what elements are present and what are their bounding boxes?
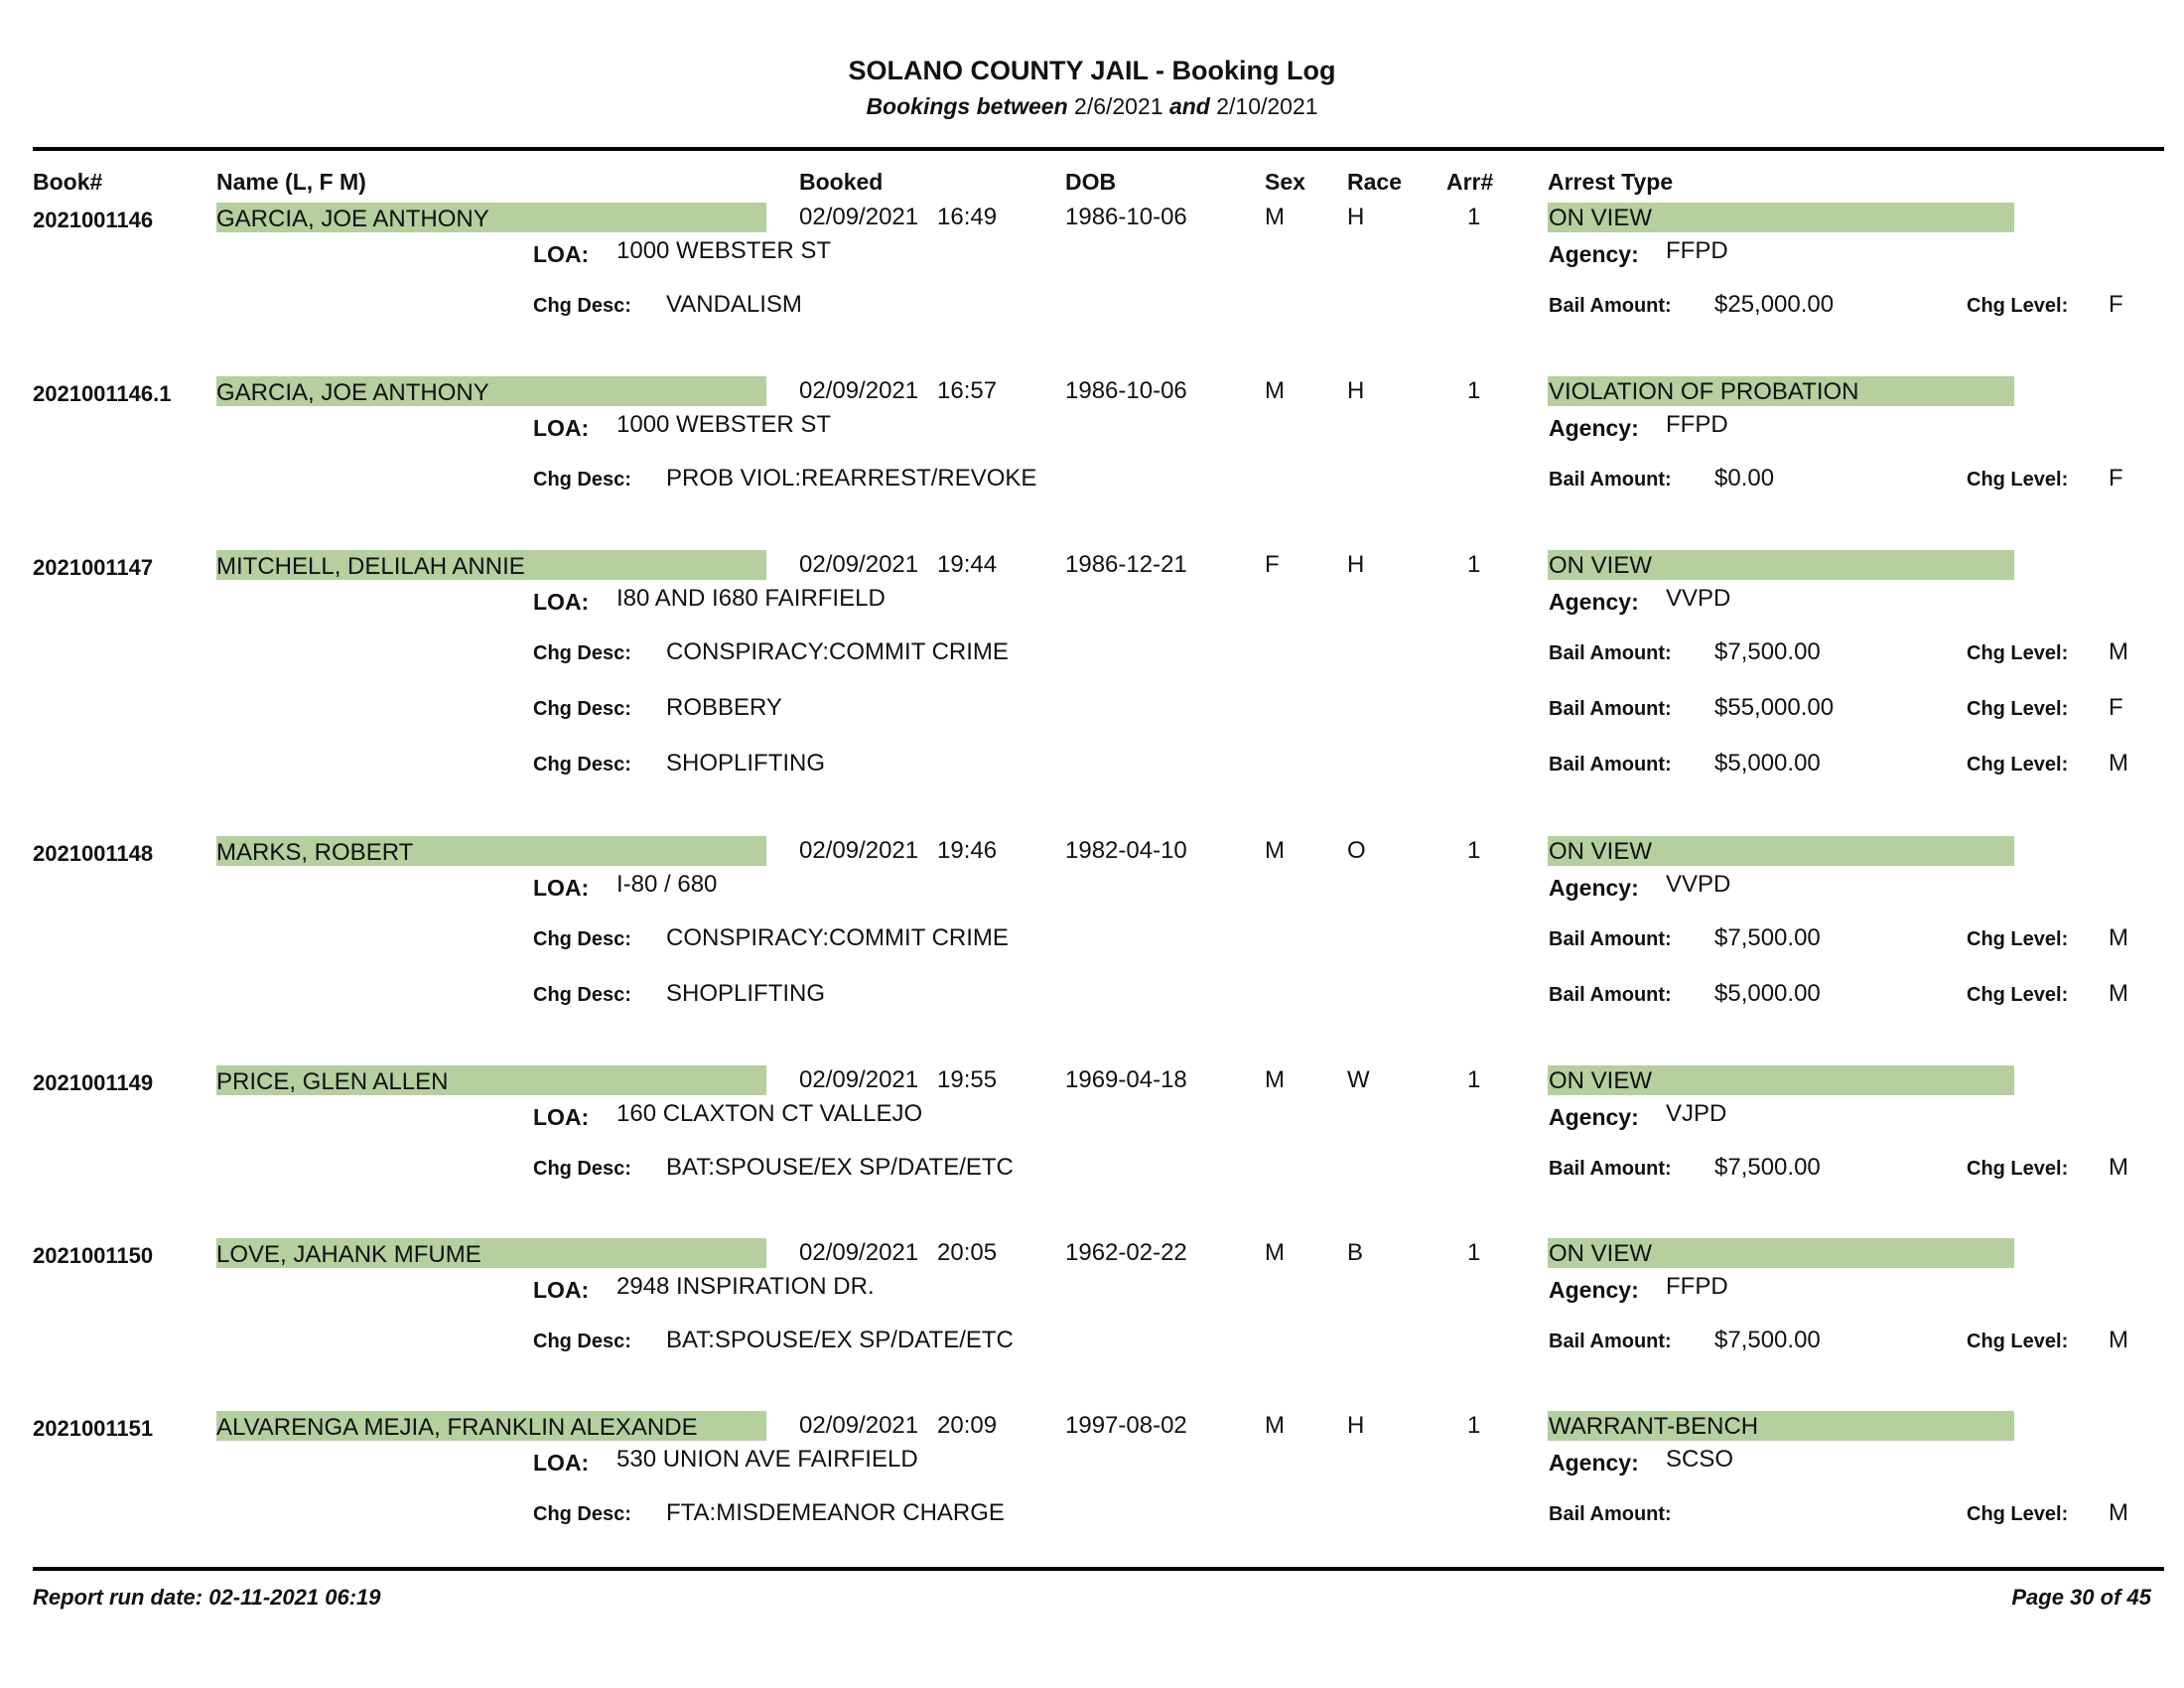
arrest-type: ON VIEW xyxy=(1549,838,1653,865)
booked-time: 16:49 xyxy=(937,204,998,230)
page-number: Page 30 of 45 xyxy=(2011,1585,2151,1610)
col-header-sex: Sex xyxy=(1265,169,1305,195)
col-header-arr: Arr# xyxy=(1446,169,1494,195)
chg-level-value: M xyxy=(2109,750,2128,776)
chg-level-value: M xyxy=(2109,1154,2128,1181)
chg-level-label: Chg Level: xyxy=(1967,469,2069,491)
chg-desc-label: Chg Desc: xyxy=(533,984,631,1006)
booked-time: 16:57 xyxy=(937,377,998,404)
col-header-arrest-type: Arrest Type xyxy=(1548,169,1674,195)
booking-number: 2021001150 xyxy=(33,1243,154,1268)
arrest-count: 1 xyxy=(1467,204,1481,230)
booked-time: 19:55 xyxy=(937,1066,998,1093)
chg-desc-value: CONSPIRACY:COMMIT CRIME xyxy=(666,638,1009,665)
chg-level-value: M xyxy=(2109,980,2128,1007)
loa-value: 2948 INSPIRATION DR. xyxy=(616,1273,875,1300)
inmate-name: MARKS, ROBERT xyxy=(216,839,414,866)
loa-value: 1000 WEBSTER ST xyxy=(616,411,832,438)
bail-amount-value: $0.00 xyxy=(1714,465,1775,492)
bail-amount-label: Bail Amount: xyxy=(1549,1158,1672,1180)
arrest-count: 1 xyxy=(1467,1239,1481,1266)
race: B xyxy=(1347,1239,1364,1266)
booked-date: 02/09/2021 xyxy=(799,204,919,230)
chg-level-value: M xyxy=(2109,638,2128,665)
agency-value: FFPD xyxy=(1666,1273,1728,1300)
subtitle-and: and xyxy=(1168,93,1210,119)
loa-value: I80 AND I680 FAIRFIELD xyxy=(616,585,886,612)
agency-label: Agency: xyxy=(1549,1277,1639,1303)
booked-date: 02/09/2021 xyxy=(799,837,919,864)
chg-level-label: Chg Level: xyxy=(1967,642,2069,664)
chg-desc-label: Chg Desc: xyxy=(533,642,631,664)
agency-value: VJPD xyxy=(1666,1100,1727,1127)
arrest-type: ON VIEW xyxy=(1549,1067,1653,1094)
arrest-count: 1 xyxy=(1467,1066,1481,1093)
bail-amount-label: Bail Amount: xyxy=(1549,984,1672,1006)
bail-amount-value: $7,500.00 xyxy=(1714,638,1821,665)
dob: 1986-10-06 xyxy=(1065,204,1187,230)
chg-desc-label: Chg Desc: xyxy=(533,698,631,720)
subtitle-prefix: Bookings between xyxy=(866,93,1068,119)
arrest-type: VIOLATION OF PROBATION xyxy=(1549,378,1859,405)
end-date: 2/10/2021 xyxy=(1216,93,1318,119)
loa-label: LOA: xyxy=(533,241,590,267)
loa-value: 530 UNION AVE FAIRFIELD xyxy=(616,1446,918,1473)
col-header-dob: DOB xyxy=(1065,169,1117,195)
loa-value: 1000 WEBSTER ST xyxy=(616,237,832,264)
booked-time: 20:05 xyxy=(937,1239,998,1266)
race: H xyxy=(1347,1412,1365,1439)
chg-level-value: F xyxy=(2109,465,2123,492)
chg-level-value: F xyxy=(2109,694,2123,721)
loa-label: LOA: xyxy=(533,1450,590,1476)
chg-desc-label: Chg Desc: xyxy=(533,928,631,950)
bail-amount-label: Bail Amount: xyxy=(1549,1503,1672,1525)
chg-desc-value: VANDALISM xyxy=(666,291,802,318)
bail-amount-label: Bail Amount: xyxy=(1549,642,1672,664)
booked-time: 19:46 xyxy=(937,837,998,864)
bail-amount-value: $7,500.00 xyxy=(1714,1327,1821,1353)
booking-number: 2021001147 xyxy=(33,555,154,580)
inmate-name: ALVARENGA MEJIA, FRANKLIN ALEXANDE xyxy=(216,1414,698,1441)
booked-date: 02/09/2021 xyxy=(799,1412,919,1439)
sex: M xyxy=(1265,1239,1285,1266)
chg-desc-value: SHOPLIFTING xyxy=(666,750,826,776)
arrest-type: ON VIEW xyxy=(1549,1240,1653,1267)
booked-time: 20:09 xyxy=(937,1412,998,1439)
bail-amount-label: Bail Amount: xyxy=(1549,469,1672,491)
report-subtitle xyxy=(0,93,2184,120)
sex: M xyxy=(1265,1066,1285,1093)
dob: 1986-12-21 xyxy=(1065,551,1187,578)
agency-label: Agency: xyxy=(1549,1450,1639,1476)
arrest-count: 1 xyxy=(1467,837,1481,864)
agency-label: Agency: xyxy=(1549,589,1639,615)
booking-number: 2021001151 xyxy=(33,1416,154,1441)
race: H xyxy=(1347,551,1365,578)
race: H xyxy=(1347,377,1365,404)
booked-date: 02/09/2021 xyxy=(799,1239,919,1266)
chg-desc-value: SHOPLIFTING xyxy=(666,980,826,1007)
bail-amount-label: Bail Amount: xyxy=(1549,295,1672,317)
dob: 1962-02-22 xyxy=(1065,1239,1187,1266)
booked-date: 02/09/2021 xyxy=(799,377,919,404)
sex: M xyxy=(1265,837,1285,864)
dob: 1997-08-02 xyxy=(1065,1412,1187,1439)
arrest-count: 1 xyxy=(1467,551,1481,578)
sex: M xyxy=(1265,377,1285,404)
agency-label: Agency: xyxy=(1549,1104,1639,1130)
booking-number: 2021001146.1 xyxy=(33,381,172,406)
report-title: SOLANO COUNTY JAIL - Booking Log xyxy=(848,56,1336,85)
chg-level-value: M xyxy=(2109,1327,2128,1353)
chg-level-label: Chg Level: xyxy=(1967,698,2069,720)
arrest-type: ON VIEW xyxy=(1549,552,1653,579)
chg-level-label: Chg Level: xyxy=(1967,1503,2069,1525)
chg-desc-value: FTA:MISDEMEANOR CHARGE xyxy=(666,1499,1005,1526)
chg-level-label: Chg Level: xyxy=(1967,984,2069,1006)
chg-desc-value: CONSPIRACY:COMMIT CRIME xyxy=(666,924,1009,951)
chg-level-value: F xyxy=(2109,291,2123,318)
chg-level-label: Chg Level: xyxy=(1967,1158,2069,1180)
chg-level-value: M xyxy=(2109,924,2128,951)
chg-level-label: Chg Level: xyxy=(1967,295,2069,317)
chg-desc-label: Chg Desc: xyxy=(533,754,631,775)
agency-label: Agency: xyxy=(1549,415,1639,441)
booked-date: 02/09/2021 xyxy=(799,551,919,578)
bail-amount-value: $5,000.00 xyxy=(1714,980,1821,1007)
arrest-type: ON VIEW xyxy=(1549,205,1653,231)
loa-label: LOA: xyxy=(533,415,590,441)
chg-desc-label: Chg Desc: xyxy=(533,1331,631,1352)
bail-amount-label: Bail Amount: xyxy=(1549,698,1672,720)
dob: 1982-04-10 xyxy=(1065,837,1187,864)
race: H xyxy=(1347,204,1365,230)
loa-label: LOA: xyxy=(533,875,590,901)
race: O xyxy=(1347,837,1366,864)
dob: 1986-10-06 xyxy=(1065,377,1187,404)
loa-label: LOA: xyxy=(533,1104,590,1130)
bail-amount-label: Bail Amount: xyxy=(1549,1331,1672,1352)
inmate-name: MITCHELL, DELILAH ANNIE xyxy=(216,553,525,580)
footer-rule xyxy=(33,1567,2164,1571)
inmate-name: GARCIA, JOE ANTHONY xyxy=(216,206,489,232)
agency-value: FFPD xyxy=(1666,411,1728,438)
bail-amount-value: $55,000.00 xyxy=(1714,694,1835,721)
loa-value: 160 CLAXTON CT VALLEJO xyxy=(616,1100,923,1127)
agency-value: FFPD xyxy=(1666,237,1728,264)
chg-desc-value: BAT:SPOUSE/EX SP/DATE/ETC xyxy=(666,1327,1014,1353)
loa-value: I-80 / 680 xyxy=(616,871,718,898)
booking-number: 2021001146 xyxy=(33,208,154,232)
inmate-name: LOVE, JAHANK MFUME xyxy=(216,1241,481,1268)
chg-level-label: Chg Level: xyxy=(1967,1331,2069,1352)
sex: M xyxy=(1265,204,1285,230)
arrest-count: 1 xyxy=(1467,1412,1481,1439)
col-header-race: Race xyxy=(1347,169,1402,195)
booked-time: 19:44 xyxy=(937,551,998,578)
inmate-name: GARCIA, JOE ANTHONY xyxy=(216,379,489,406)
agency-value: SCSO xyxy=(1666,1446,1734,1473)
race: W xyxy=(1347,1066,1370,1093)
loa-label: LOA: xyxy=(533,1277,590,1303)
chg-level-label: Chg Level: xyxy=(1967,754,2069,775)
sex: M xyxy=(1265,1412,1285,1439)
booked-date: 02/09/2021 xyxy=(799,1066,919,1093)
col-header-booked: Booked xyxy=(799,169,884,195)
arrest-type: WARRANT-BENCH xyxy=(1549,1413,1759,1440)
agency-value: VVPD xyxy=(1666,585,1731,612)
arrest-count: 1 xyxy=(1467,377,1481,404)
agency-label: Agency: xyxy=(1549,875,1639,901)
chg-desc-label: Chg Desc: xyxy=(533,469,631,491)
bail-amount-value: $7,500.00 xyxy=(1714,1154,1821,1181)
bail-amount-value: $25,000.00 xyxy=(1714,291,1835,318)
booking-number: 2021001149 xyxy=(33,1070,154,1095)
sex: F xyxy=(1265,551,1280,578)
booking-number: 2021001148 xyxy=(33,841,154,866)
loa-label: LOA: xyxy=(533,589,590,615)
header-rule xyxy=(33,147,2164,151)
col-header-name: Name (L, F M) xyxy=(216,169,366,195)
inmate-name: PRICE, GLEN ALLEN xyxy=(216,1068,449,1095)
chg-desc-value: BAT:SPOUSE/EX SP/DATE/ETC xyxy=(666,1154,1014,1181)
agency-label: Agency: xyxy=(1549,241,1639,267)
bail-amount-label: Bail Amount: xyxy=(1549,928,1672,950)
chg-level-value: M xyxy=(2109,1499,2128,1526)
chg-desc-label: Chg Desc: xyxy=(533,1503,631,1525)
chg-desc-label: Chg Desc: xyxy=(533,295,631,317)
col-header-book: Book# xyxy=(33,169,103,195)
chg-level-label: Chg Level: xyxy=(1967,928,2069,950)
start-date: 2/6/2021 xyxy=(1074,93,1163,119)
report-run-date: Report run date: 02-11-2021 06:19 xyxy=(33,1585,381,1610)
chg-desc-value: PROB VIOL:REARREST/REVOKE xyxy=(666,465,1037,492)
chg-desc-label: Chg Desc: xyxy=(533,1158,631,1180)
dob: 1969-04-18 xyxy=(1065,1066,1187,1093)
bail-amount-value: $7,500.00 xyxy=(1714,924,1821,951)
chg-desc-value: ROBBERY xyxy=(666,694,782,721)
bail-amount-value: $5,000.00 xyxy=(1714,750,1821,776)
bail-amount-label: Bail Amount: xyxy=(1549,754,1672,775)
agency-value: VVPD xyxy=(1666,871,1731,898)
